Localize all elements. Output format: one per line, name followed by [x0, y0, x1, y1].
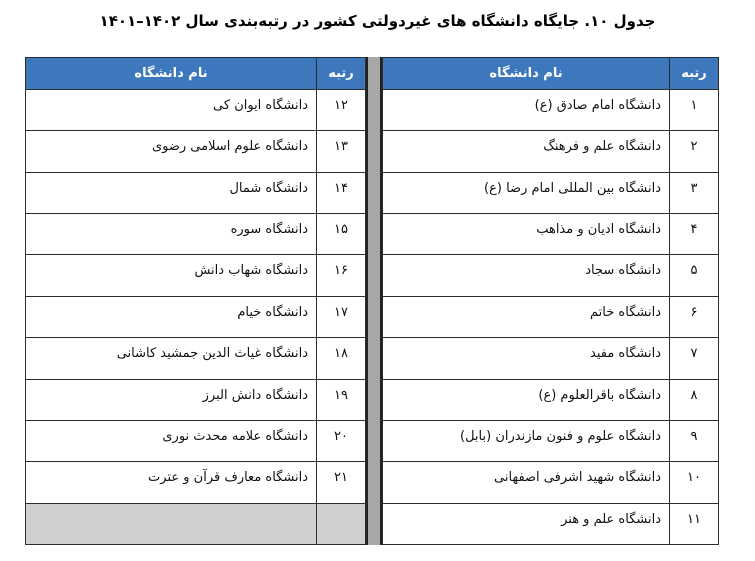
rank-cell: ۱۰: [670, 462, 719, 503]
rank-cell: ۶: [670, 296, 719, 337]
university-name-cell: دانشگاه خاتم: [383, 296, 670, 337]
table-row: [383, 338, 719, 379]
university-name-cell: دانشگاه علوم اسلامی رضوی: [26, 131, 317, 172]
header-row: [383, 58, 719, 90]
rank-cell: ۱: [670, 90, 719, 131]
university-name-cell: دانشگاه شهاب دانش: [26, 255, 317, 296]
table-row: [383, 255, 719, 296]
rank-header: رتبه: [670, 58, 719, 90]
table-separator: [366, 57, 382, 545]
university-name-cell: دانشگاه بین المللی امام رضا (ع): [383, 172, 670, 213]
rank-cell: ۳: [670, 172, 719, 213]
table-row: [26, 420, 366, 461]
ranking-table-left: [25, 57, 366, 545]
ranking-table-right: [382, 57, 719, 545]
table-row: [26, 338, 366, 379]
university-name-cell: دانشگاه علوم و فنون مازندران (بابل): [383, 420, 670, 461]
university-name-cell: دانشگاه معارف قرآن و عترت: [26, 462, 317, 503]
rank-cell: ۱۶: [317, 255, 366, 296]
university-name-cell: دانشگاه سجاد: [383, 255, 670, 296]
name-header: نام دانشگاه: [383, 58, 670, 90]
table-row: [26, 214, 366, 255]
university-name-cell: دانشگاه علم و هنر: [383, 503, 670, 544]
rank-header: رتبه: [317, 58, 366, 90]
rank-cell: ۹: [670, 420, 719, 461]
rank-cell: ۱۱: [670, 503, 719, 544]
table-row: [383, 462, 719, 503]
rank-cell: ۵: [670, 255, 719, 296]
table-row: [383, 296, 719, 337]
table-row: [383, 131, 719, 172]
rank-cell: ۱۲: [317, 90, 366, 131]
rank-cell: ۲: [670, 131, 719, 172]
rank-cell: ۱۳: [317, 131, 366, 172]
table-row: [26, 296, 366, 337]
empty-table-row: [26, 503, 366, 544]
rank-cell: ۱۹: [317, 379, 366, 420]
university-name-cell: دانشگاه دانش البرز: [26, 379, 317, 420]
name-header: نام دانشگاه: [26, 58, 317, 90]
table-row: [383, 90, 719, 131]
table-row: [26, 379, 366, 420]
university-name-cell: دانشگاه ایوان کی: [26, 90, 317, 131]
university-name-cell: دانشگاه علامه محدث نوری: [26, 420, 317, 461]
rank-cell: ۱۸: [317, 338, 366, 379]
table-row: [26, 172, 366, 213]
table-row: [383, 172, 719, 213]
university-name-cell: دانشگاه علم و فرهنگ: [383, 131, 670, 172]
tables-container: [25, 57, 719, 545]
table-row: [26, 131, 366, 172]
university-name-cell: دانشگاه ادیان و مذاهب: [383, 214, 670, 255]
university-name-cell: دانشگاه شهید اشرفی اصفهانی: [383, 462, 670, 503]
table-row: [26, 462, 366, 503]
table-row: [383, 503, 719, 544]
rank-cell: ۲۰: [317, 420, 366, 461]
university-name-cell: [26, 503, 317, 544]
rank-cell: ۱۴: [317, 172, 366, 213]
table-row: [383, 379, 719, 420]
university-name-cell: دانشگاه غیاث الدین جمشید کاشانی: [26, 338, 317, 379]
university-name-cell: دانشگاه مفید: [383, 338, 670, 379]
header-row: [26, 58, 366, 90]
rank-cell: ۴: [670, 214, 719, 255]
rank-cell: ۸: [670, 379, 719, 420]
rank-cell: [317, 503, 366, 544]
table-row: [383, 214, 719, 255]
table-row: [383, 420, 719, 461]
university-name-cell: دانشگاه امام صادق (ع): [383, 90, 670, 131]
rank-cell: ۱۵: [317, 214, 366, 255]
university-name-cell: دانشگاه باقرالعلوم (ع): [383, 379, 670, 420]
table-row: [26, 90, 366, 131]
rank-cell: ۲۱: [317, 462, 366, 503]
university-name-cell: دانشگاه شمال: [26, 172, 317, 213]
table-row: [26, 255, 366, 296]
rank-cell: ۷: [670, 338, 719, 379]
university-name-cell: دانشگاه سوره: [26, 214, 317, 255]
rank-cell: ۱۷: [317, 296, 366, 337]
table-title: جدول ۱۰. جایگاه دانشگاه های غیردولتی کشور در رتبه‌بندی سال ۱۴۰۲–۱۴۰۱: [99, 12, 656, 30]
university-name-cell: دانشگاه خیام: [26, 296, 317, 337]
